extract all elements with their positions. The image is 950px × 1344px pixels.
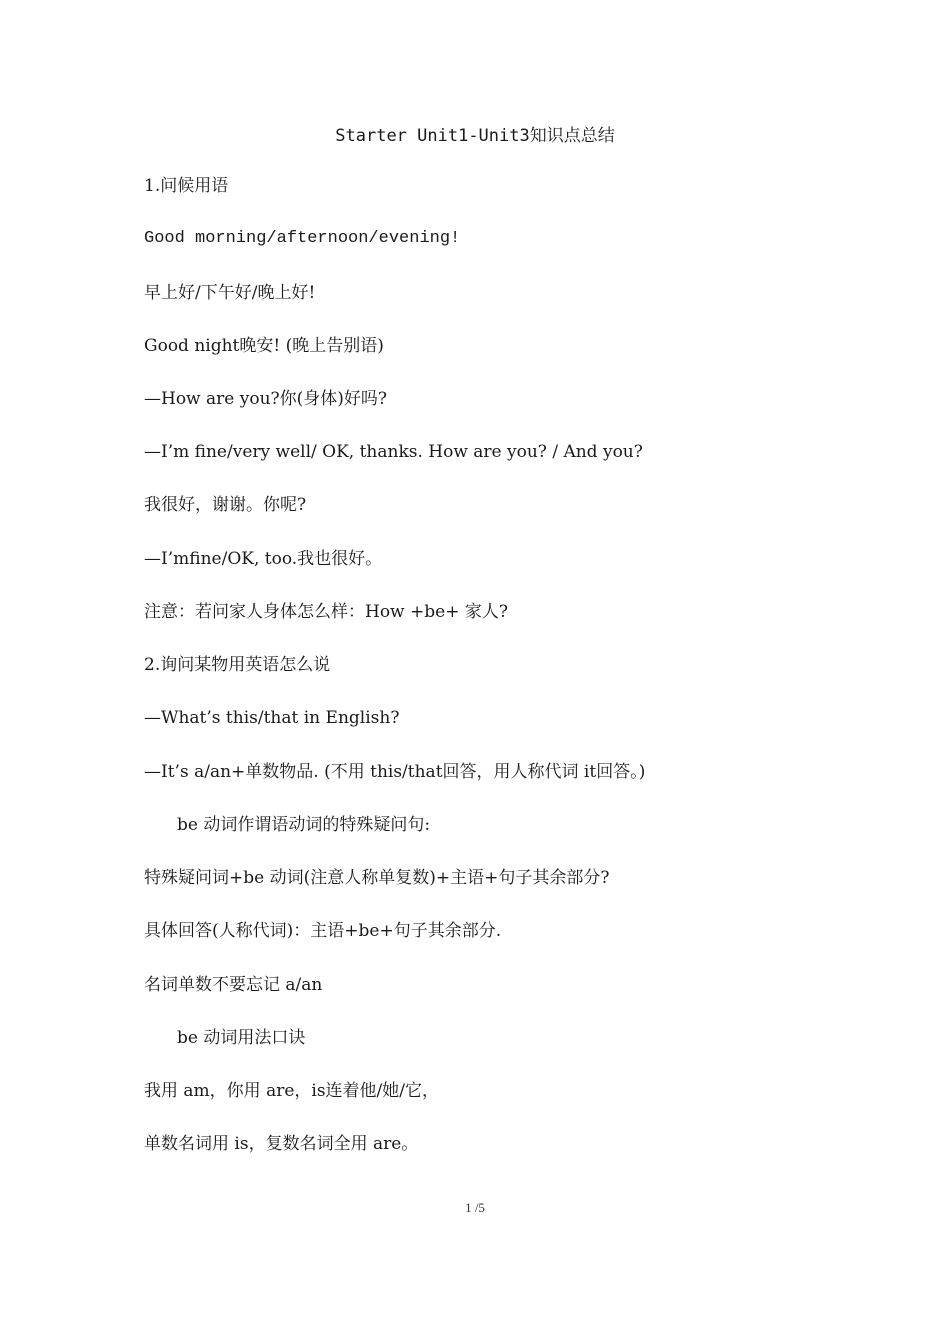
subheading-line: be 动词用法口诀 <box>177 1028 306 1048</box>
section-heading-english: 2.询问某物用英语怎么说 <box>144 655 331 675</box>
note-line: 注意：若问家人身体怎么样：How +be+ 家人? <box>144 602 508 622</box>
text-line: —What’s this/that in English? <box>144 708 400 728</box>
text-line: 早上好/下午好/晚上好! <box>144 283 316 303</box>
text-line: 我很好，谢谢。你呢? <box>144 495 307 515</box>
document-title: Starter Unit1-Unit3知识点总结 <box>335 126 615 146</box>
text-line: 具体回答(人称代词)：主语+be+句子其余部分. <box>144 921 502 941</box>
text-line: —I’mfine/OK, too.我也很好。 <box>144 549 383 569</box>
text-line: —I’m fine/very well/ OK, thanks. How are you? / And you? <box>144 442 643 462</box>
text-line: —How are you?你(身体)好吗? <box>144 389 388 409</box>
text-line: Good morning/afternoon/evening! <box>144 229 461 248</box>
page-number: 1 /5 <box>465 1200 485 1215</box>
subheading-line: be 动词作谓语动词的特殊疑问句: <box>177 815 431 835</box>
rhyme-line: 我用 am，你用 are，is连着他/她/它， <box>144 1081 440 1101</box>
text-line: 名词单数不要忘记 a/an <box>144 975 323 995</box>
text-line: —It’s a/an+单数物品. (不用 this/that回答，用人称代词 it回答。) <box>144 762 646 782</box>
section-heading-greetings: 1.问候用语 <box>144 176 229 196</box>
rhyme-line: 单数名词用 is，复数名词全用 are。 <box>144 1134 419 1154</box>
text-line: 特殊疑问词+be 动词(注意人称单复数)+主语+句子其余部分? <box>144 868 610 888</box>
text-line: Good night晚安! (晚上告别语) <box>144 336 384 356</box>
